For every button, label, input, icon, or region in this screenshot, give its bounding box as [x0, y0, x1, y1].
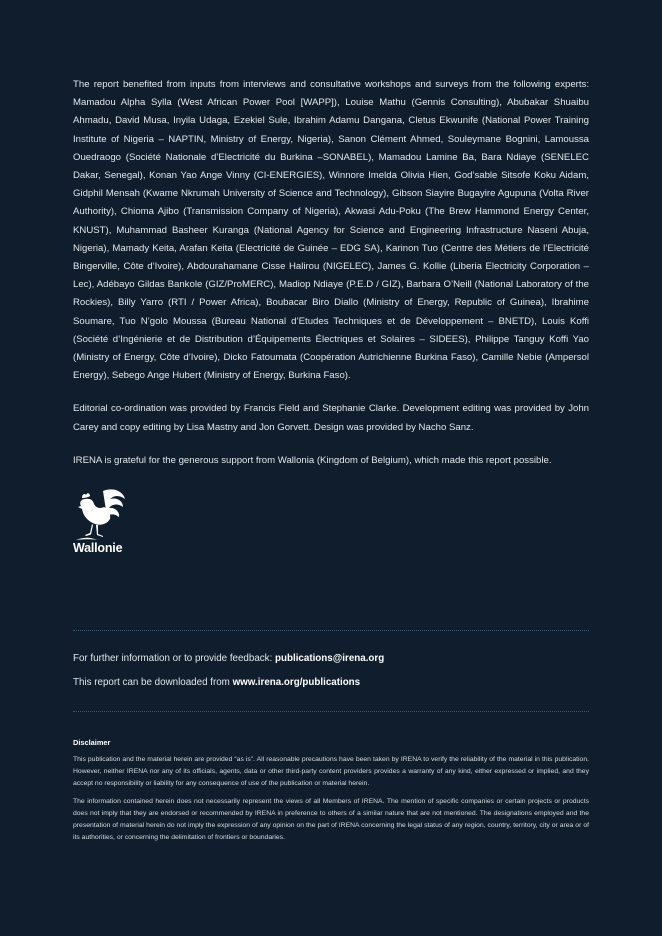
editorial-paragraph: Editorial co-ordination was provided by Francis Field and Stephanie Clarke. Development editing was provided by John Carey and copy editing by Lisa Mastny and Jon Gorvett. Design was provided by Nacho Sanz.: [73, 403, 589, 433]
divider-top: [73, 630, 589, 631]
download-prefix: This report can be downloaded from: [73, 677, 233, 688]
acknowledgements-section: [73, 76, 589, 555]
divider-bottom: [73, 711, 589, 712]
feedback-prefix: For further information or to provide feedback:: [73, 653, 276, 664]
contributors-paragraph: The report benefited from inputs from interviews and consultative workshops and surveys from the following experts: Mamadou Alpha Sylla (West African Power Pool [WAPP]), Louise Mathu (Gennis Consulting), Abubakar Shuaibu Ahmadu, David Musa, Inyila Udaga, Ezekiel Sule, Ibrahim Adamu Dangana, Cletus Ekwunife (National Power Training Institute of Nigeria – NAPTIN, Ministry of Energy, Nigeria), Sanon Clément Ahmed, Souleymane Bognini, Lamoussa Ouedraogo (Société Nationale d’Electricité du Burkina –SONABEL), Mamadou Lamine Ba, Bara Ndiaye (SENELEC Dakar, Senegal), Konan Yao Ange Vinny (CI-ENERGIES), Winnore Imelda Olivia Hien, God’sable Sitsofe Koku Aidam, Gidphil Mensah (Kwame Nkrumah University of Science and Technology), Gibson Siayire Bugayire Agupuna (Volta River Authority), Chioma Ajibo (Transmission Company of Nigeria), Akwasi Adu-Poku (The Brew Hammond Energy Center, KNUST), Muhammad Basheer Kuranga (National Agency for Science and Engineering Infrastructure Naseni Abuja, Nigeria), Mamady Keita, Arafan Keita (Electricité de Guinée – EDG SA), Karinon Tuo (Centre des Métiers de l’Electricité Bingerville, Côte d’Ivoire), Abdourahamane Cisse Halirou (NIGELEC), James G. Kollie (Liberia Electricity Corporation – Lec), Adébayo Gildas Bankole (GIZ/ProMERC), Madiop Ndiaye (P.E.D / GIZ), Barbara O’Neill (National Laboratory of the Rockies), Billy Yarro (RTI / Power Africa), Boubacar Biro Diallo (Ministry of Energy, Republic of Guinea), Ibrahime Soumare, Tuo N’golo Moussa (Bureau National d’Etudes Techniques et de Développement – BNETD), Louis Koffi (Société d’Ingénierie et de Distribution d’Équipements Électriques et Solaires – SIDEES), Philippe Tanguy Koffi Yao (Ministry of Energy, Côte d’Ivoire), Dicko Fatoumata (Coopération Autrichienne Burkina Faso), Camille Nebie (Ampersol Energy), Sebego Ange Hubert (Ministry of Energy, Burkina Faso).: [73, 79, 589, 382]
wallonie-wordmark: Wallonie: [73, 541, 123, 556]
feedback-email-link[interactable]: publications@irena.org: [275, 653, 385, 664]
support-paragraph: IRENA is grateful for the generous support from Wallonia (Kingdom of Belgium), which made this report possible.: [73, 454, 552, 466]
download-line: [73, 676, 589, 689]
rooster-icon: [73, 485, 129, 543]
wallonie-logo: [73, 485, 133, 555]
feedback-line: [73, 652, 589, 665]
disclaimer-section: [73, 738, 589, 850]
disclaimer-title: Disclaimer: [73, 738, 111, 747]
disclaimer-paragraph-2: The information contained herein does not necessarily represent the views of all Members of IRENA. The mention of specific companies or certain projects or products does not imply that they are endorsed or recommended by IRENA in preference to others of a similar nature that are not mentioned. The designations employed and the presentation of material herein do not imply the expression of any opinion on the part of IRENA concerning the legal status of any region, country, territory, city or area or of its authorities, or concerning the delimitation of frontiers or boundaries.: [73, 798, 589, 841]
download-url-link[interactable]: www.irena.org/publications: [232, 677, 361, 688]
contact-section: [73, 652, 589, 700]
disclaimer-paragraph-1: This publication and the material herein are provided “as is”. All reasonable precautions have been taken by IRENA to verify the reliability of the material in this publication. However, neither IRENA nor any of its officials, agents, data or other third-party content providers provides a warranty of any kind, either expressed or implied, and they accept no responsibility or liability for any consequence of use of the publication or material herein.: [73, 756, 589, 787]
